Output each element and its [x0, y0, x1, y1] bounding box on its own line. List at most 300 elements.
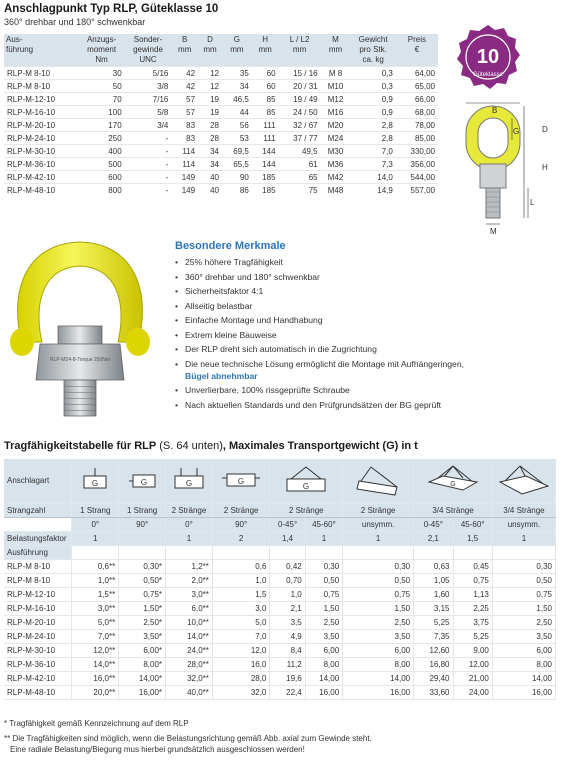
load-cell: RLP-M-24-10: [4, 629, 72, 643]
spec-cell: 66,00: [396, 93, 438, 106]
feature-item: • Einfache Montage und Handhabung: [175, 314, 464, 326]
spec-cell: 111: [252, 119, 279, 132]
spec-cell: 57: [171, 106, 198, 119]
spec-cell: 83: [171, 132, 198, 145]
photo-engraving: RLP-M24-8-Torque 250Nm: [49, 357, 111, 363]
badge-label: Güteklasse: [472, 72, 504, 78]
footnote-2-line-2: Eine radiale Belastung/Biegung mus hierbei grundsätzlich ausgeschlossen werden!: [10, 744, 305, 754]
spec-cell: 15 / 16: [279, 67, 321, 80]
factor-cell: 1: [166, 531, 213, 545]
spec-header-line: M: [332, 35, 339, 44]
spec-cell: RLP-M-48-10: [4, 184, 79, 197]
diagram-2-straenge-vertical: [166, 459, 213, 503]
spec-row: [4, 158, 438, 171]
spec-row: [4, 132, 438, 145]
load-cell: 14,00: [343, 671, 414, 685]
spec-cell: 3/8: [125, 80, 172, 93]
load-cell: 24,0**: [166, 643, 213, 657]
belastungsfaktor-row: [4, 531, 556, 545]
load-cell: 16,0**: [72, 671, 119, 685]
spec-header-line: mm: [328, 45, 343, 54]
load-cell: 1,2**: [166, 559, 213, 573]
spec-header-cell: [125, 34, 172, 67]
diagram-2-straenge-side: [212, 459, 270, 503]
spec-header-cell: [79, 34, 125, 67]
load-cell: 2,25: [453, 601, 492, 615]
spec-cell: 50: [79, 80, 125, 93]
load-cell: 0,50*: [119, 573, 166, 587]
diagram-1-strang-side: [119, 459, 166, 503]
spec-cell: 250: [79, 132, 125, 145]
spec-cell: RLP-M 8-10: [4, 67, 79, 80]
load-cell: RLP-M-20-10: [4, 615, 72, 629]
load-cell: 14,00: [305, 671, 342, 685]
diagram-g-label: G: [450, 480, 456, 488]
spec-row: [4, 80, 438, 93]
spec-header-cell: [279, 34, 321, 67]
feature-item: • Allseitig belastbar: [175, 300, 464, 312]
spec-cell: M48: [321, 184, 351, 197]
load-cell: 7,0**: [72, 629, 119, 643]
spec-cell: 86: [222, 184, 252, 197]
spec-cell: 144: [252, 158, 279, 171]
gueteklasse-badge: [455, 24, 521, 90]
angle-cell: 90°: [212, 517, 270, 531]
load-cell: 8,00: [305, 657, 342, 671]
load-title-bold-1: Tragfähigkeitstabelle für RLP: [4, 440, 157, 452]
factor-cell: 1: [305, 531, 342, 545]
footnote-2: [4, 734, 372, 755]
angle-cell: 0-45°: [414, 517, 453, 531]
load-cell: 2,1: [270, 601, 305, 615]
load-cell: 0,50: [492, 573, 555, 587]
spec-row: [4, 184, 438, 197]
load-table-title: [4, 440, 418, 452]
spec-cell: RLP-M-42-10: [4, 171, 79, 184]
spec-cell: 75: [279, 184, 321, 197]
spec-cell: RLP-M-30-10: [4, 145, 79, 158]
spec-table-head: [4, 34, 438, 67]
spec-cell: 19: [198, 93, 222, 106]
spec-cell: 34: [198, 145, 222, 158]
factor-cell-empty: [119, 531, 166, 545]
load-cell: 1,50*: [119, 601, 166, 615]
spec-header-line: Anzugs-: [86, 35, 117, 44]
load-cell: 0,75: [453, 573, 492, 587]
load-cell: 11,2: [270, 657, 305, 671]
angle-cell: 0-45°: [270, 517, 305, 531]
spec-cell: 600: [79, 171, 125, 184]
spec-cell: 114: [171, 158, 198, 171]
load-cell: 6,0**: [166, 601, 213, 615]
spec-cell: 544,00: [396, 171, 438, 184]
spec-header-line: D: [207, 35, 213, 44]
load-cell: 1,5**: [72, 587, 119, 601]
diagram-2-straenge-angled: [270, 459, 343, 503]
load-cell: 1,60: [414, 587, 453, 601]
load-cell: 6,00: [343, 643, 414, 657]
load-cell: 1,5: [212, 587, 270, 601]
load-cell: RLP-M 8-10: [4, 573, 72, 587]
spec-cell: 40: [198, 184, 222, 197]
label-ausfuehrung: Ausführung: [4, 545, 72, 559]
load-cell: 2,50: [305, 615, 342, 629]
factor-cell: 1,5: [453, 531, 492, 545]
feature-item: • 360° drehbar und 180° schwenkbar: [175, 271, 464, 283]
load-cell: 4,9: [270, 629, 305, 643]
spec-header-cell: [321, 34, 351, 67]
spec-cell: 42: [171, 67, 198, 80]
load-cell: 0,30: [343, 559, 414, 573]
diagram-34-straenge-angled: [414, 459, 493, 503]
feature-item: • 25% höhere Tragfähigkeit: [175, 256, 464, 268]
spec-header-cell: [350, 34, 395, 67]
label-belastungsfaktor: Belastungsfaktor: [4, 531, 72, 545]
diagram-1-strang-vertical: [72, 459, 119, 503]
load-cell: 12,60: [414, 643, 453, 657]
spec-header-line: H: [262, 35, 269, 44]
badge-number: 10: [476, 46, 500, 68]
spec-cell: 49,5: [279, 145, 321, 158]
product-photo: [0, 230, 165, 420]
load-cell: 40,0**: [166, 685, 213, 699]
spec-header-line: moment: [87, 45, 117, 54]
spec-header-line: UNC: [139, 55, 157, 64]
spec-cell: RLP-M-12-10: [4, 93, 79, 106]
load-table: [4, 459, 556, 700]
spec-header-line: Nm: [95, 55, 108, 64]
spec-cell: -: [125, 184, 172, 197]
spec-header-line: mm: [258, 45, 272, 54]
spec-cell: 356,00: [396, 158, 438, 171]
spec-cell: 69,5: [222, 145, 252, 158]
spec-cell: M12: [321, 93, 351, 106]
load-row: [4, 559, 556, 573]
load-cell: 1,0**: [72, 573, 119, 587]
spec-cell: M36: [321, 158, 351, 171]
spec-header-line: mm: [178, 45, 192, 54]
load-cell: 0,70: [270, 573, 305, 587]
spec-cell: -: [125, 158, 172, 171]
tech-label-g: G: [513, 127, 520, 136]
spec-cell: 185: [252, 171, 279, 184]
load-cell: 33,60: [414, 685, 453, 699]
spec-cell: 14,0: [350, 171, 395, 184]
spec-cell: M16: [321, 106, 351, 119]
load-cell: 1,0: [212, 573, 270, 587]
load-cell: 3,50*: [119, 629, 166, 643]
load-cell: RLP-M-48-10: [4, 685, 72, 699]
spec-cell: M 8: [321, 67, 351, 80]
spec-cell: 60: [252, 67, 279, 80]
load-cell: 5,25: [453, 629, 492, 643]
spec-cell: M24: [321, 132, 351, 145]
spec-cell: 65: [279, 171, 321, 184]
tech-label-d: D: [542, 125, 548, 134]
spec-cell: 400: [79, 145, 125, 158]
feature-item: • Extrem kleine Bauweise: [175, 329, 464, 341]
load-row: [4, 671, 556, 685]
spec-cell: 42: [171, 80, 198, 93]
spec-header-line: ca. kg: [362, 55, 384, 64]
load-cell: 8,00: [343, 657, 414, 671]
spec-cell: 64,00: [396, 67, 438, 80]
spec-cell: -: [125, 145, 172, 158]
load-cell: 12,0**: [72, 643, 119, 657]
spec-cell: 34: [222, 80, 252, 93]
strangzahl-cell: 1 Strang: [119, 503, 166, 517]
feature-item: • Der RLP dreht sich automatisch in die Zugrichtung: [175, 343, 464, 355]
load-cell: 3,50: [492, 629, 555, 643]
feature-special-text: Die neue technische Lösung ermöglicht die Montage mit Aufhängeringen,: [185, 358, 464, 369]
spec-header-line: B: [182, 35, 188, 44]
strangzahl-cell: 3/4 Stränge: [492, 503, 555, 517]
feature-item-special: [175, 358, 464, 382]
spec-cell: 19: [198, 106, 222, 119]
load-cell: 0,75: [343, 587, 414, 601]
feature-special-highlight: Bügel abnehmbar: [185, 370, 258, 381]
load-row: [4, 573, 556, 587]
label-strangzahl: Strangzahl: [4, 503, 72, 517]
load-row: [4, 643, 556, 657]
spec-cell: 12: [198, 67, 222, 80]
spec-cell: 12: [198, 80, 222, 93]
features-list: [175, 256, 464, 413]
spec-cell: 19 / 49: [279, 93, 321, 106]
load-cell: 24,00: [453, 685, 492, 699]
spec-row: [4, 106, 438, 119]
spec-cell: 30: [79, 67, 125, 80]
diagram-g-label: G: [303, 481, 310, 491]
spec-row: [4, 93, 438, 106]
load-cell: 16,80: [414, 657, 453, 671]
load-cell: 14,0**: [166, 629, 213, 643]
technical-drawing: [452, 100, 560, 240]
load-cell: 8,4: [270, 643, 305, 657]
spec-header-line: führung: [6, 45, 34, 54]
feature-item: • Nach aktuellen Standards und den Prüfgrundsätzen der BG geprüft: [175, 399, 464, 411]
spec-header-cell: [396, 34, 438, 67]
spec-cell: 40: [198, 171, 222, 184]
load-title-bold-2: , Maximales Transportgewicht (G) in t: [222, 440, 418, 452]
load-cell: 28,0: [212, 671, 270, 685]
spec-row: [4, 119, 438, 132]
spec-header-line: mm: [203, 45, 217, 54]
angle-cell: 45-60°: [305, 517, 342, 531]
load-cell: RLP-M 8-10: [4, 559, 72, 573]
spec-cell: 20 / 31: [279, 80, 321, 93]
spec-cell: 170: [79, 119, 125, 132]
spec-cell: 2,8: [350, 119, 395, 132]
spec-cell: 28: [198, 132, 222, 145]
spec-cell: 28: [198, 119, 222, 132]
factor-cell: 1: [492, 531, 555, 545]
spec-cell: M20: [321, 119, 351, 132]
spec-cell: M30: [321, 145, 351, 158]
load-cell: 1,50: [492, 601, 555, 615]
load-cell: 0,30: [492, 559, 555, 573]
spec-cell: 185: [252, 184, 279, 197]
load-row: [4, 657, 556, 671]
spec-cell: 65,5: [222, 158, 252, 171]
load-row: [4, 685, 556, 699]
spec-cell: 90: [222, 171, 252, 184]
load-cell: 0,30: [305, 559, 342, 573]
load-cell: RLP-M-30-10: [4, 643, 72, 657]
load-cell: 0,42: [270, 559, 305, 573]
load-cell: 29,40: [414, 671, 453, 685]
load-cell: 2,50: [492, 615, 555, 629]
spec-cell: RLP-M-16-10: [4, 106, 79, 119]
spec-cell: 35: [222, 67, 252, 80]
spec-header-cell: [171, 34, 198, 67]
strangzahl-cell: 2 Stränge: [270, 503, 343, 517]
spec-header-line: G: [233, 35, 241, 44]
load-cell: 0,6**: [72, 559, 119, 573]
anschlagart-row: [4, 459, 556, 503]
load-cell: 5,25: [414, 615, 453, 629]
load-cell: 6,00: [305, 643, 342, 657]
spec-cell: 70: [79, 93, 125, 106]
spec-cell: 68,00: [396, 106, 438, 119]
spec-cell: M42: [321, 171, 351, 184]
spec-header-cell: [198, 34, 222, 67]
spec-header-line: Aus-: [6, 35, 23, 44]
spec-cell: RLP-M-36-10: [4, 158, 79, 171]
strangzahl-cell: 2 Stränge: [166, 503, 213, 517]
load-cell: 0,75: [305, 587, 342, 601]
spec-cell: 3/4: [125, 119, 172, 132]
features-title: Besondere Merkmale: [175, 240, 286, 252]
load-cell: 3,0**: [72, 601, 119, 615]
load-cell: RLP-M-16-10: [4, 601, 72, 615]
spec-cell: 57: [171, 93, 198, 106]
load-cell: 3,0**: [166, 587, 213, 601]
footnote-1: * Tragfähigkeit gemäß Kennzeichnung auf dem RLP: [4, 719, 189, 728]
strangzahl-cell: 2 Stränge: [343, 503, 414, 517]
load-cell: 6,00*: [119, 643, 166, 657]
spec-cell: 149: [171, 184, 198, 197]
spec-cell: 111: [252, 132, 279, 145]
load-cell: 14,00: [492, 671, 555, 685]
spec-cell: 61: [279, 158, 321, 171]
angle-cell: 0°: [72, 517, 119, 531]
spec-cell: 60: [252, 80, 279, 93]
spec-row: [4, 171, 438, 184]
spec-cell: 144: [252, 145, 279, 158]
spec-header-cell: [252, 34, 279, 67]
factor-cell: 2: [212, 531, 270, 545]
diagram-34-straenge-unsymm: [492, 459, 555, 503]
diagram-g-label: G: [92, 478, 99, 488]
load-cell: 5,0**: [72, 615, 119, 629]
load-cell: 1,13: [453, 587, 492, 601]
spec-header-line: L / L2: [289, 35, 310, 44]
load-cell: 21,00: [453, 671, 492, 685]
spec-cell: 34: [198, 158, 222, 171]
spec-header-line: Sonder-: [133, 35, 163, 44]
spec-cell: 5/8: [125, 106, 172, 119]
spec-cell: 2,8: [350, 132, 395, 145]
spec-cell: RLP-M 8-10: [4, 80, 79, 93]
spec-cell: 37 / 77: [279, 132, 321, 145]
spec-cell: 149: [171, 171, 198, 184]
angle-cell: 0°: [166, 517, 213, 531]
feature-item: • Sicherheitsfaktor 4:1: [175, 285, 464, 297]
spec-header-line: mm: [230, 45, 244, 54]
factor-cell: 1: [72, 531, 119, 545]
load-cell: 1,0: [270, 587, 305, 601]
spec-cell: 85: [252, 93, 279, 106]
spec-cell: 44: [222, 106, 252, 119]
load-cell: 1,50: [343, 601, 414, 615]
load-cell: 12,0: [212, 643, 270, 657]
spec-cell: 0,9: [350, 106, 395, 119]
spec-row: [4, 67, 438, 80]
load-cell: 7,0: [212, 629, 270, 643]
load-row: [4, 601, 556, 615]
spec-cell: 100: [79, 106, 125, 119]
load-cell: 3,0: [212, 601, 270, 615]
load-cell: 2,0**: [166, 573, 213, 587]
load-cell: 0,45: [453, 559, 492, 573]
load-cell: 28,0**: [166, 657, 213, 671]
spec-cell: 32 / 67: [279, 119, 321, 132]
spec-cell: 330,00: [396, 145, 438, 158]
load-cell: 22,4: [270, 685, 305, 699]
load-cell: 2,50: [343, 615, 414, 629]
angle-cell: 90°: [119, 517, 166, 531]
spec-header-cell: [4, 34, 79, 67]
strangzahl-cell: 2 Stränge: [212, 503, 270, 517]
spec-header-line: gewinde: [133, 45, 163, 54]
spec-cell: 7,0: [350, 145, 395, 158]
spec-header-cell: [222, 34, 252, 67]
spec-cell: -: [125, 171, 172, 184]
load-cell: 3,15: [414, 601, 453, 615]
factor-cell: 1: [343, 531, 414, 545]
load-cell: 10,0**: [166, 615, 213, 629]
diagram-g-label: G: [185, 478, 193, 488]
spec-header-line: pro Stk.: [359, 45, 387, 54]
spec-cell: 53: [222, 132, 252, 145]
load-cell: 0,6: [212, 559, 270, 573]
spec-cell: RLP-M-20-10: [4, 119, 79, 132]
tech-label-l: L: [530, 198, 535, 207]
spec-cell: 5/16: [125, 67, 172, 80]
load-cell: 16,00: [492, 685, 555, 699]
factor-cell: 2,1: [414, 531, 453, 545]
load-cell: 16,00*: [119, 685, 166, 699]
load-cell: 14,00*: [119, 671, 166, 685]
diagram-g-label: G: [141, 477, 148, 487]
spec-header-line: mm: [292, 45, 307, 54]
spec-cell: 24 / 50: [279, 106, 321, 119]
load-cell: 0,75: [492, 587, 555, 601]
spec-table: [4, 34, 438, 197]
spec-cell: 0,3: [350, 80, 395, 93]
strangzahl-cell: 1 Strang: [72, 503, 119, 517]
spec-table-body: [4, 67, 438, 197]
strangzahl-row: [4, 503, 556, 517]
spec-header-line: Preis: [407, 35, 427, 44]
load-cell: 7,35: [414, 629, 453, 643]
spec-cell: 65,00: [396, 80, 438, 93]
page-title: Anschlagpunkt Typ RLP, Güteklasse 10: [4, 3, 219, 15]
spec-header-row: [4, 34, 438, 67]
spec-cell: 114: [171, 145, 198, 158]
load-title-normal: (S. 64 unten): [156, 440, 223, 452]
